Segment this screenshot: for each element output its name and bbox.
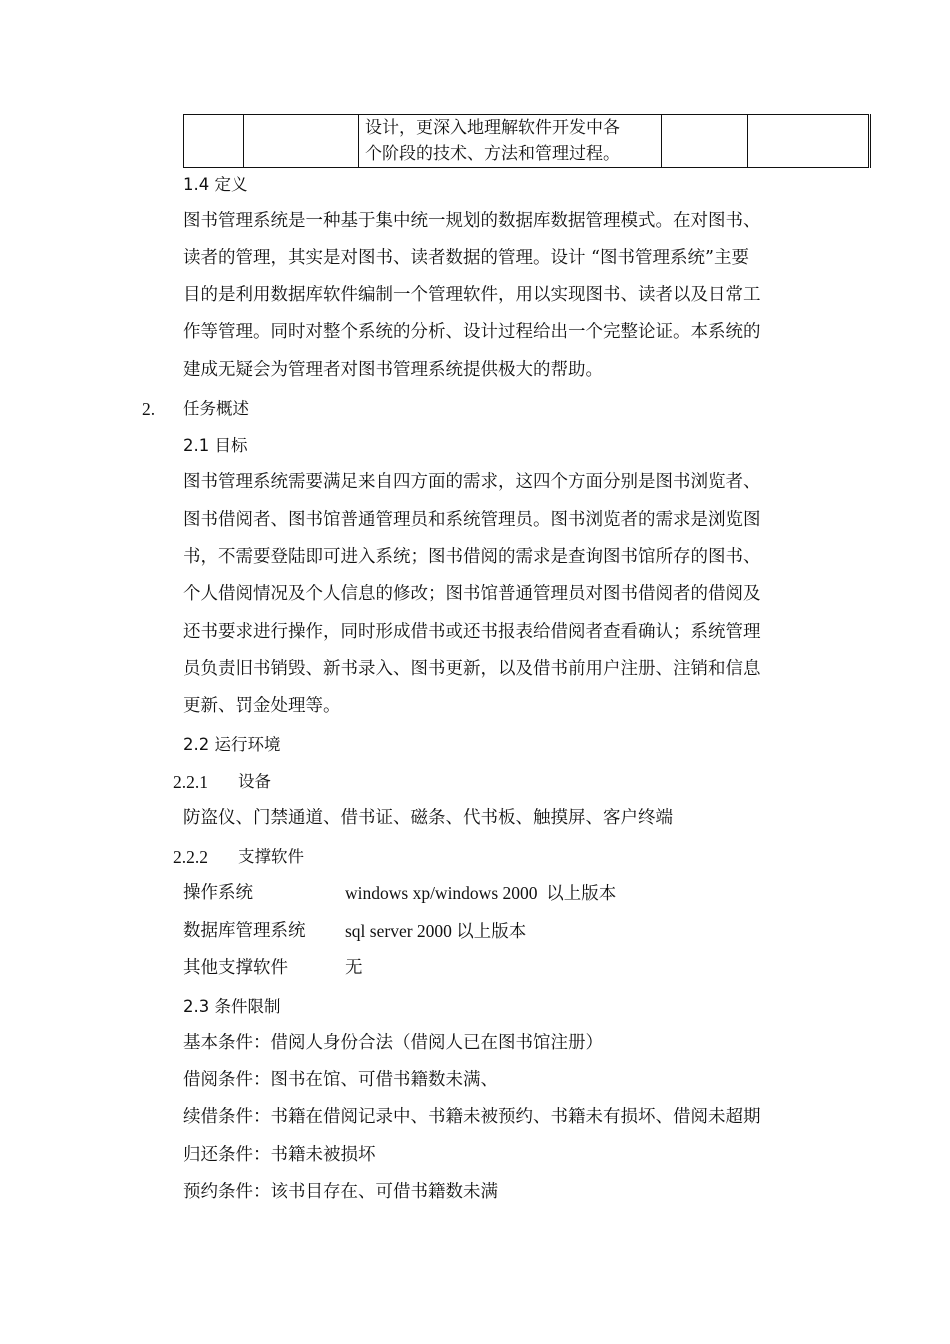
heading-2-2-1: 设备 [238, 772, 271, 791]
condition-line: 归还条件：书籍未被损坏 [183, 1145, 376, 1165]
paragraph-line: 员负责旧书销毁、新书录入、图书更新，以及借书前用户注册、注销和信息 [183, 659, 761, 679]
condition-line: 续借条件：书籍在借阅记录中、书籍未被预约、书籍未有损坏、借阅未超期 [183, 1107, 761, 1127]
software-value: windows xp/windows 2000 以上版本 [345, 883, 617, 903]
table-cell-line: 设计，更深入地理解软件开发中各 [365, 118, 620, 138]
paragraph-line: 书，不需要登陆即可进入系统；图书借阅的需求是查询图书馆所存的图书、 [183, 547, 761, 567]
software-label: 数据库管理系统 [183, 921, 306, 941]
table-cell-empty [748, 115, 870, 168]
heading-2-3: 2.3 条件限制 [183, 997, 281, 1016]
software-value: 无 [345, 958, 363, 978]
software-value: sql server 2000 以上版本 [345, 921, 527, 941]
paragraph-line: 图书借阅者、图书馆普通管理员和系统管理员。图书浏览者的需求是浏览图 [183, 510, 761, 530]
table-row [184, 115, 870, 168]
paragraph-line: 建成无疑会为管理者对图书管理系统提供极大的帮助。 [183, 360, 603, 380]
software-label: 其他支撑软件 [183, 958, 288, 978]
condition-line: 借阅条件：图书在馆、可借书籍数未满、 [183, 1070, 498, 1090]
section-number: 2. [142, 399, 156, 419]
table-cell-empty [184, 115, 244, 168]
paragraph-line: 图书管理系统是一种基于集中统一规划的数据库数据管理模式。在对图书、 [183, 211, 761, 231]
paragraph-line: 更新、罚金处理等。 [183, 696, 341, 716]
paragraph-line: 还书要求进行操作，同时形成借书或还书报表给借阅者查看确认；系统管理 [183, 622, 761, 642]
section-number: 2.2.1 [173, 772, 208, 792]
software-label: 操作系统 [183, 883, 253, 903]
paragraph-line: 防盗仪、门禁通道、借书证、磁条、代书板、触摸屏、客户终端 [183, 808, 673, 828]
continued-table [183, 114, 871, 168]
condition-line: 基本条件：借阅人身份合法（借阅人已在图书馆注册） [183, 1033, 603, 1053]
heading-2-1: 2.1 目标 [183, 436, 248, 455]
paragraph-line: 图书管理系统需要满足来自四方面的需求，这四个方面分别是图书浏览者、 [183, 472, 761, 492]
paragraph-line: 作等管理。同时对整个系统的分析、设计过程给出一个完整论证。本系统的 [183, 322, 761, 342]
section-number: 2.2.2 [173, 847, 208, 867]
condition-line: 预约条件：该书目存在、可借书籍数未满 [183, 1182, 498, 1202]
heading-1-4: 1.4 定义 [183, 175, 248, 194]
heading-2-2-2: 支撑软件 [238, 847, 304, 866]
paragraph-line: 个人借阅情况及个人信息的修改；图书馆普通管理员对图书借阅者的借阅及 [183, 584, 761, 604]
heading-2: 任务概述 [183, 399, 249, 418]
table-cell-empty [662, 115, 748, 168]
paragraph-line: 目的是利用数据库软件编制一个管理软件，用以实现图书、读者以及日常工 [183, 285, 761, 305]
table-cell-empty [244, 115, 359, 168]
paragraph-line: 读者的管理，其实是对图书、读者数据的管理。设计 “图书管理系统”主要 [183, 248, 749, 268]
heading-2-2: 2.2 运行环境 [183, 735, 281, 754]
table-cell-description [359, 115, 662, 168]
table-cell-line: 个阶段的技术、方法和管理过程。 [365, 144, 620, 164]
